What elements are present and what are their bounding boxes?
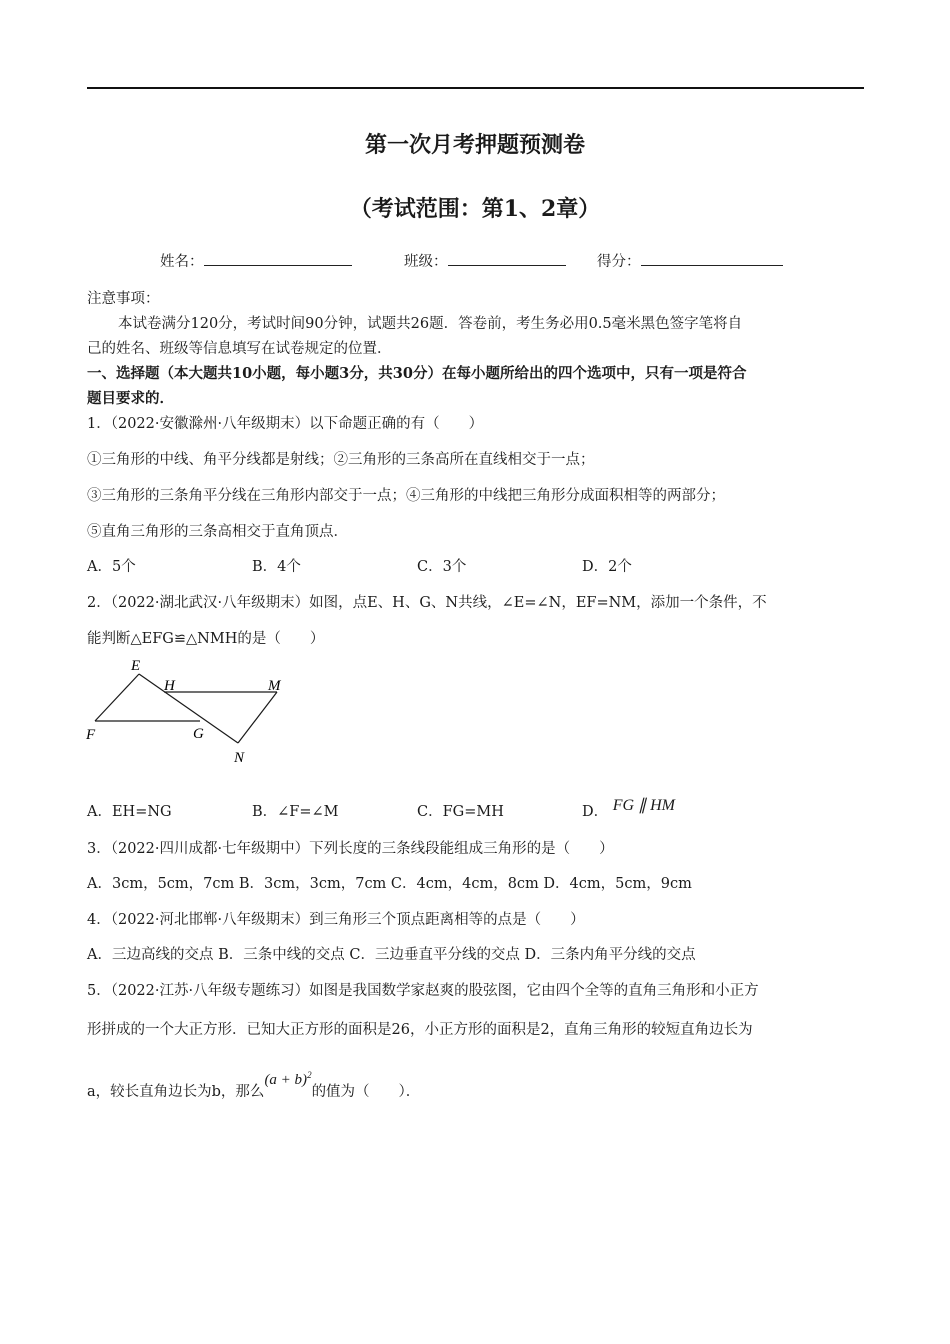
q1-stem: 1．（2022·安徽滁州·八年级期末）以下命题正确的有（ ） xyxy=(87,416,484,432)
q4-stem: 4．（2022·河北邯郸·八年级期末）到三角形三个顶点距离相等的点是（ ） xyxy=(87,912,585,928)
q2-figure xyxy=(80,652,310,772)
class-label: 班级： xyxy=(404,254,448,270)
label-f: F xyxy=(86,727,96,743)
q2-option-b[interactable]: B．∠F=∠M xyxy=(252,804,339,820)
segment-ef xyxy=(95,674,139,721)
q5-formula xyxy=(264,1072,311,1088)
q3-stem: 3．（2022·四川成都·七年级期中）下列长度的三条线段能组成三角形的是（ ） xyxy=(87,841,614,857)
q2-option-c[interactable]: C．FG=MH xyxy=(417,804,504,820)
notes-line-2: 己的姓名、班级等信息填写在试卷规定的位置． xyxy=(87,341,392,357)
segment-en xyxy=(139,674,238,743)
q5-line-3 xyxy=(87,1070,421,1101)
q1-statement-1: ①三角形的中线、角平分线都是射线；②三角形的三条高所在直线相交于一点； xyxy=(87,452,595,468)
q5-line-1: 5．（2022·江苏·八年级专题练习）如图是我国数学家赵爽的股弦图，它由四个全等的直角三角形和小正方 xyxy=(87,983,759,999)
q5-line-3-pre: a，较长直角边长为b，那么 xyxy=(87,1084,265,1100)
q3-options[interactable]: A．3cm，5cm，7cm B．3cm，3cm，7cm C．4cm，4cm，8cm D．4cm，5cm，9cm xyxy=(87,876,692,892)
q1-statement-3: ⑤直角三角形的三条高相交于直角顶点． xyxy=(87,524,348,540)
q1-option-d[interactable]: D．2个 xyxy=(582,559,632,575)
section-heading-line-2: 题目要求的． xyxy=(87,390,174,407)
q1-option-b[interactable]: B．4个 xyxy=(252,559,301,575)
page-subtitle: （考试范围：第1、2章） xyxy=(349,196,601,222)
q2-stem-line-2: 能判断△EFG≌△NMH的是（ ） xyxy=(87,631,325,647)
q1-statement-2: ③三角形的三条角平分线在三角形内部交于一点；④三角形的中线把三角形分成面积相等的两部分； xyxy=(87,488,725,504)
section-heading-line-1: 一、选择题（本大题共10小题，每小题3分，共30分）在每小题所给出的四个选项中，只有一项是符合 xyxy=(87,365,747,382)
q2-option-d-formula: FG ∥ HM xyxy=(612,797,675,814)
name-field[interactable] xyxy=(160,250,352,271)
score-blank[interactable] xyxy=(641,251,783,266)
q2-option-d[interactable] xyxy=(582,797,675,821)
q1-option-a[interactable]: A．5个 xyxy=(87,559,136,575)
q2-option-d-label: D． xyxy=(582,804,609,820)
q5-formula-base: (a + b) xyxy=(264,1072,308,1088)
q2-option-a[interactable]: A．EH=NG xyxy=(87,804,172,820)
class-blank[interactable] xyxy=(448,251,566,266)
score-field[interactable] xyxy=(597,250,783,271)
name-blank[interactable] xyxy=(204,251,352,266)
label-m: M xyxy=(268,678,281,694)
label-g: G xyxy=(193,726,204,742)
label-h: H xyxy=(164,678,175,694)
q2-stem-line-1: 2．（2022·湖北武汉·八年级期末）如图，点E、H、G、N共线，∠E=∠N，EF=NM，添加一个条件，不 xyxy=(87,595,767,611)
class-field[interactable] xyxy=(404,250,566,271)
q4-options[interactable]: A．三边高线的交点 B．三条中线的交点 C．三边垂直平分线的交点 D．三条内角平分线的交点 xyxy=(87,947,696,963)
notes-heading: 注意事项： xyxy=(87,291,160,307)
q1-option-c[interactable]: C．3个 xyxy=(417,559,467,575)
notes-line-1: 本试卷满分120分，考试时间90分钟，试题共26题．答卷前，考生务必用0.5毫米黑色签字笔将自 xyxy=(118,316,743,332)
label-n: N xyxy=(234,750,245,766)
q5-formula-exponent: 2 xyxy=(307,1070,312,1080)
segment-mn xyxy=(238,692,277,743)
label-e: E xyxy=(131,658,141,674)
page-title: 第一次月考押题预测卷 xyxy=(364,132,585,158)
name-label: 姓名： xyxy=(160,254,204,270)
q5-line-3-post: 的值为（ ）． xyxy=(311,1084,421,1100)
header-rule xyxy=(87,87,864,89)
q5-line-2: 形拼成的一个大正方形．已知大正方形的面积是26，小正方形的面积是2，直角三角形的较短直角边长为 xyxy=(87,1022,753,1038)
score-label: 得分： xyxy=(597,254,641,270)
